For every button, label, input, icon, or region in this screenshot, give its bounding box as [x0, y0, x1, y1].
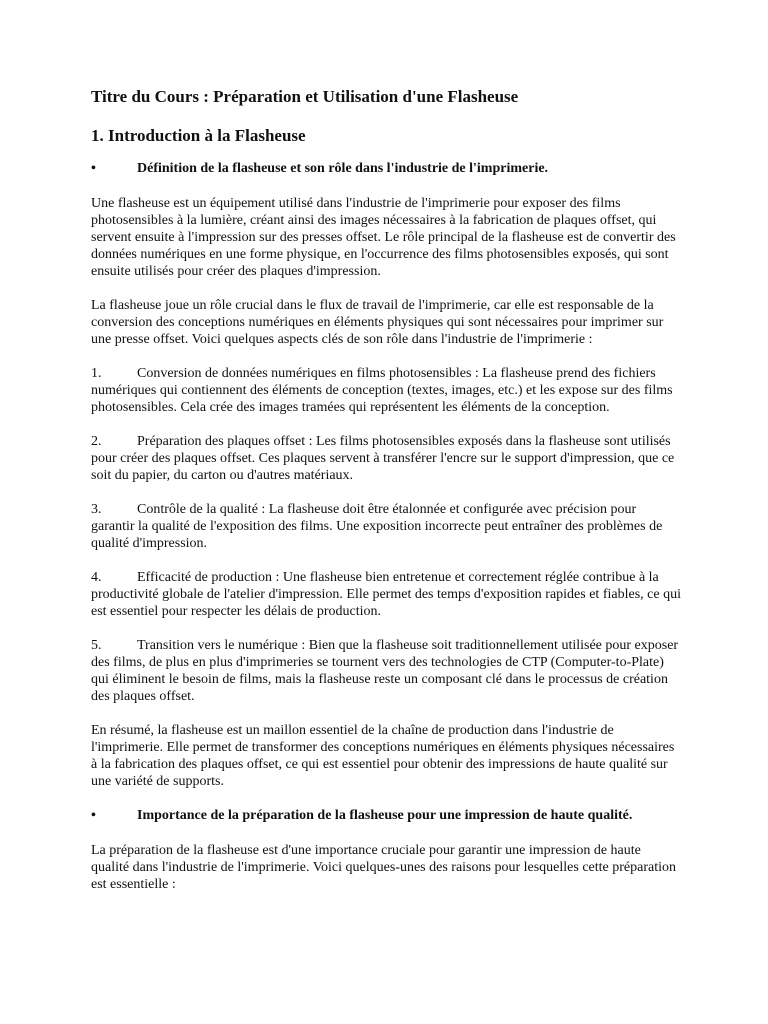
list-item-number: 2.	[91, 434, 102, 449]
bullet-marker: •	[91, 161, 96, 176]
list-item-number: 1.	[91, 366, 102, 381]
list-item	[91, 637, 681, 705]
list-item-text: Efficacité de production : Une flasheuse bien entretenue et correctement réglée contribue à la productivité globale de l'atelier d'impression. Elle permet des temps d'exposition rapides et fiables, ce qui est essentiel pour respecter les délais de production.	[91, 570, 681, 619]
paragraph-importance: La préparation de la flasheuse est d'une importance cruciale pour garantir une impression de haute qualité dans l'industrie de l'imprimerie. Voici quelques-unes des raisons pour lesquelles cette préparation est essentielle :	[91, 843, 676, 892]
bullet-heading-text: Définition de la flasheuse et son rôle dans l'industrie de l'imprimerie.	[137, 161, 549, 176]
list-item	[91, 569, 681, 620]
document-title: Titre du Cours : Préparation et Utilisation d'une Flasheuse	[91, 87, 519, 106]
list-item-number: 3.	[91, 502, 102, 517]
paragraph-definition: Une flasheuse est un équipement utilisé dans l'industrie de l'imprimerie pour exposer des films photosensibles à la lumière, créant ainsi des images nécessaires à la fabrication de plaques offset, qui servent ensuite à l'impression sur des presses offset. Le rôle principal de la flasheuse est de convertir des données numériques en une forme physique, en l'occurrence des films photosensibles exposés, qui sont ensuite utilisés pour créer des plaques d'impression.	[91, 196, 676, 279]
document-page	[91, 86, 681, 910]
list-item-number: 5.	[91, 638, 102, 653]
list-item	[91, 501, 681, 552]
paragraph-summary: En résumé, la flasheuse est un maillon essentiel de la chaîne de production dans l'industrie de l'imprimerie. Elle permet de transformer des conceptions numériques en éléments physiques nécessaires à la fabrication des plaques offset, ce qui est essentiel pour obtenir des impressions de haute qualité sur une variété de supports.	[91, 723, 675, 789]
list-item	[91, 433, 681, 484]
paragraph-role: La flasheuse joue un rôle crucial dans le flux de travail de l'imprimerie, car elle est responsable de la conversion des conceptions numériques en éléments physiques qui sont nécessaires pour imprimer sur une presse offset. Voici quelques aspects clés de son rôle dans l'industrie de l'imprimerie :	[91, 298, 664, 347]
list-item-text: Conversion de données numériques en films photosensibles : La flasheuse prend des fichiers numériques qui contiennent des éléments de conception (textes, images, etc.) et les expose sur des films photosensibles. Cela crée des images tramées qui représentent les éléments de la conception.	[91, 366, 673, 415]
section-heading: 1. Introduction à la Flasheuse	[91, 126, 306, 145]
list-item-text: Préparation des plaques offset : Les films photosensibles exposés dans la flasheuse sont utilisés pour créer des plaques offset. Ces plaques servent à transférer l'encre sur le support d'impression, que ce soit du papier, du carton ou d'autres matériaux.	[91, 434, 675, 483]
list-item-text: Contrôle de la qualité : La flasheuse doit être étalonnée et configurée avec précision pour garantir la qualité de l'exposition des films. Une exposition incorrecte peut entraîner des problèmes de qualité d'impression.	[91, 502, 663, 551]
list-item	[91, 365, 681, 416]
bullet-marker: •	[91, 808, 96, 823]
list-item-number: 4.	[91, 570, 102, 585]
bullet-heading-importance	[91, 807, 681, 824]
bullet-heading-text: Importance de la préparation de la flasheuse pour une impression de haute qualité.	[137, 808, 633, 823]
bullet-heading-definition	[91, 160, 681, 177]
list-item-text: Transition vers le numérique : Bien que la flasheuse soit traditionnellement utilisée pour exposer des films, de plus en plus d'imprimeries se tournent vers des technologies de CTP (Computer-to-Plate) qui éliminent le besoin de films, mais la flasheuse reste un composant clé dans le processus de création des plaques offset.	[91, 638, 679, 704]
